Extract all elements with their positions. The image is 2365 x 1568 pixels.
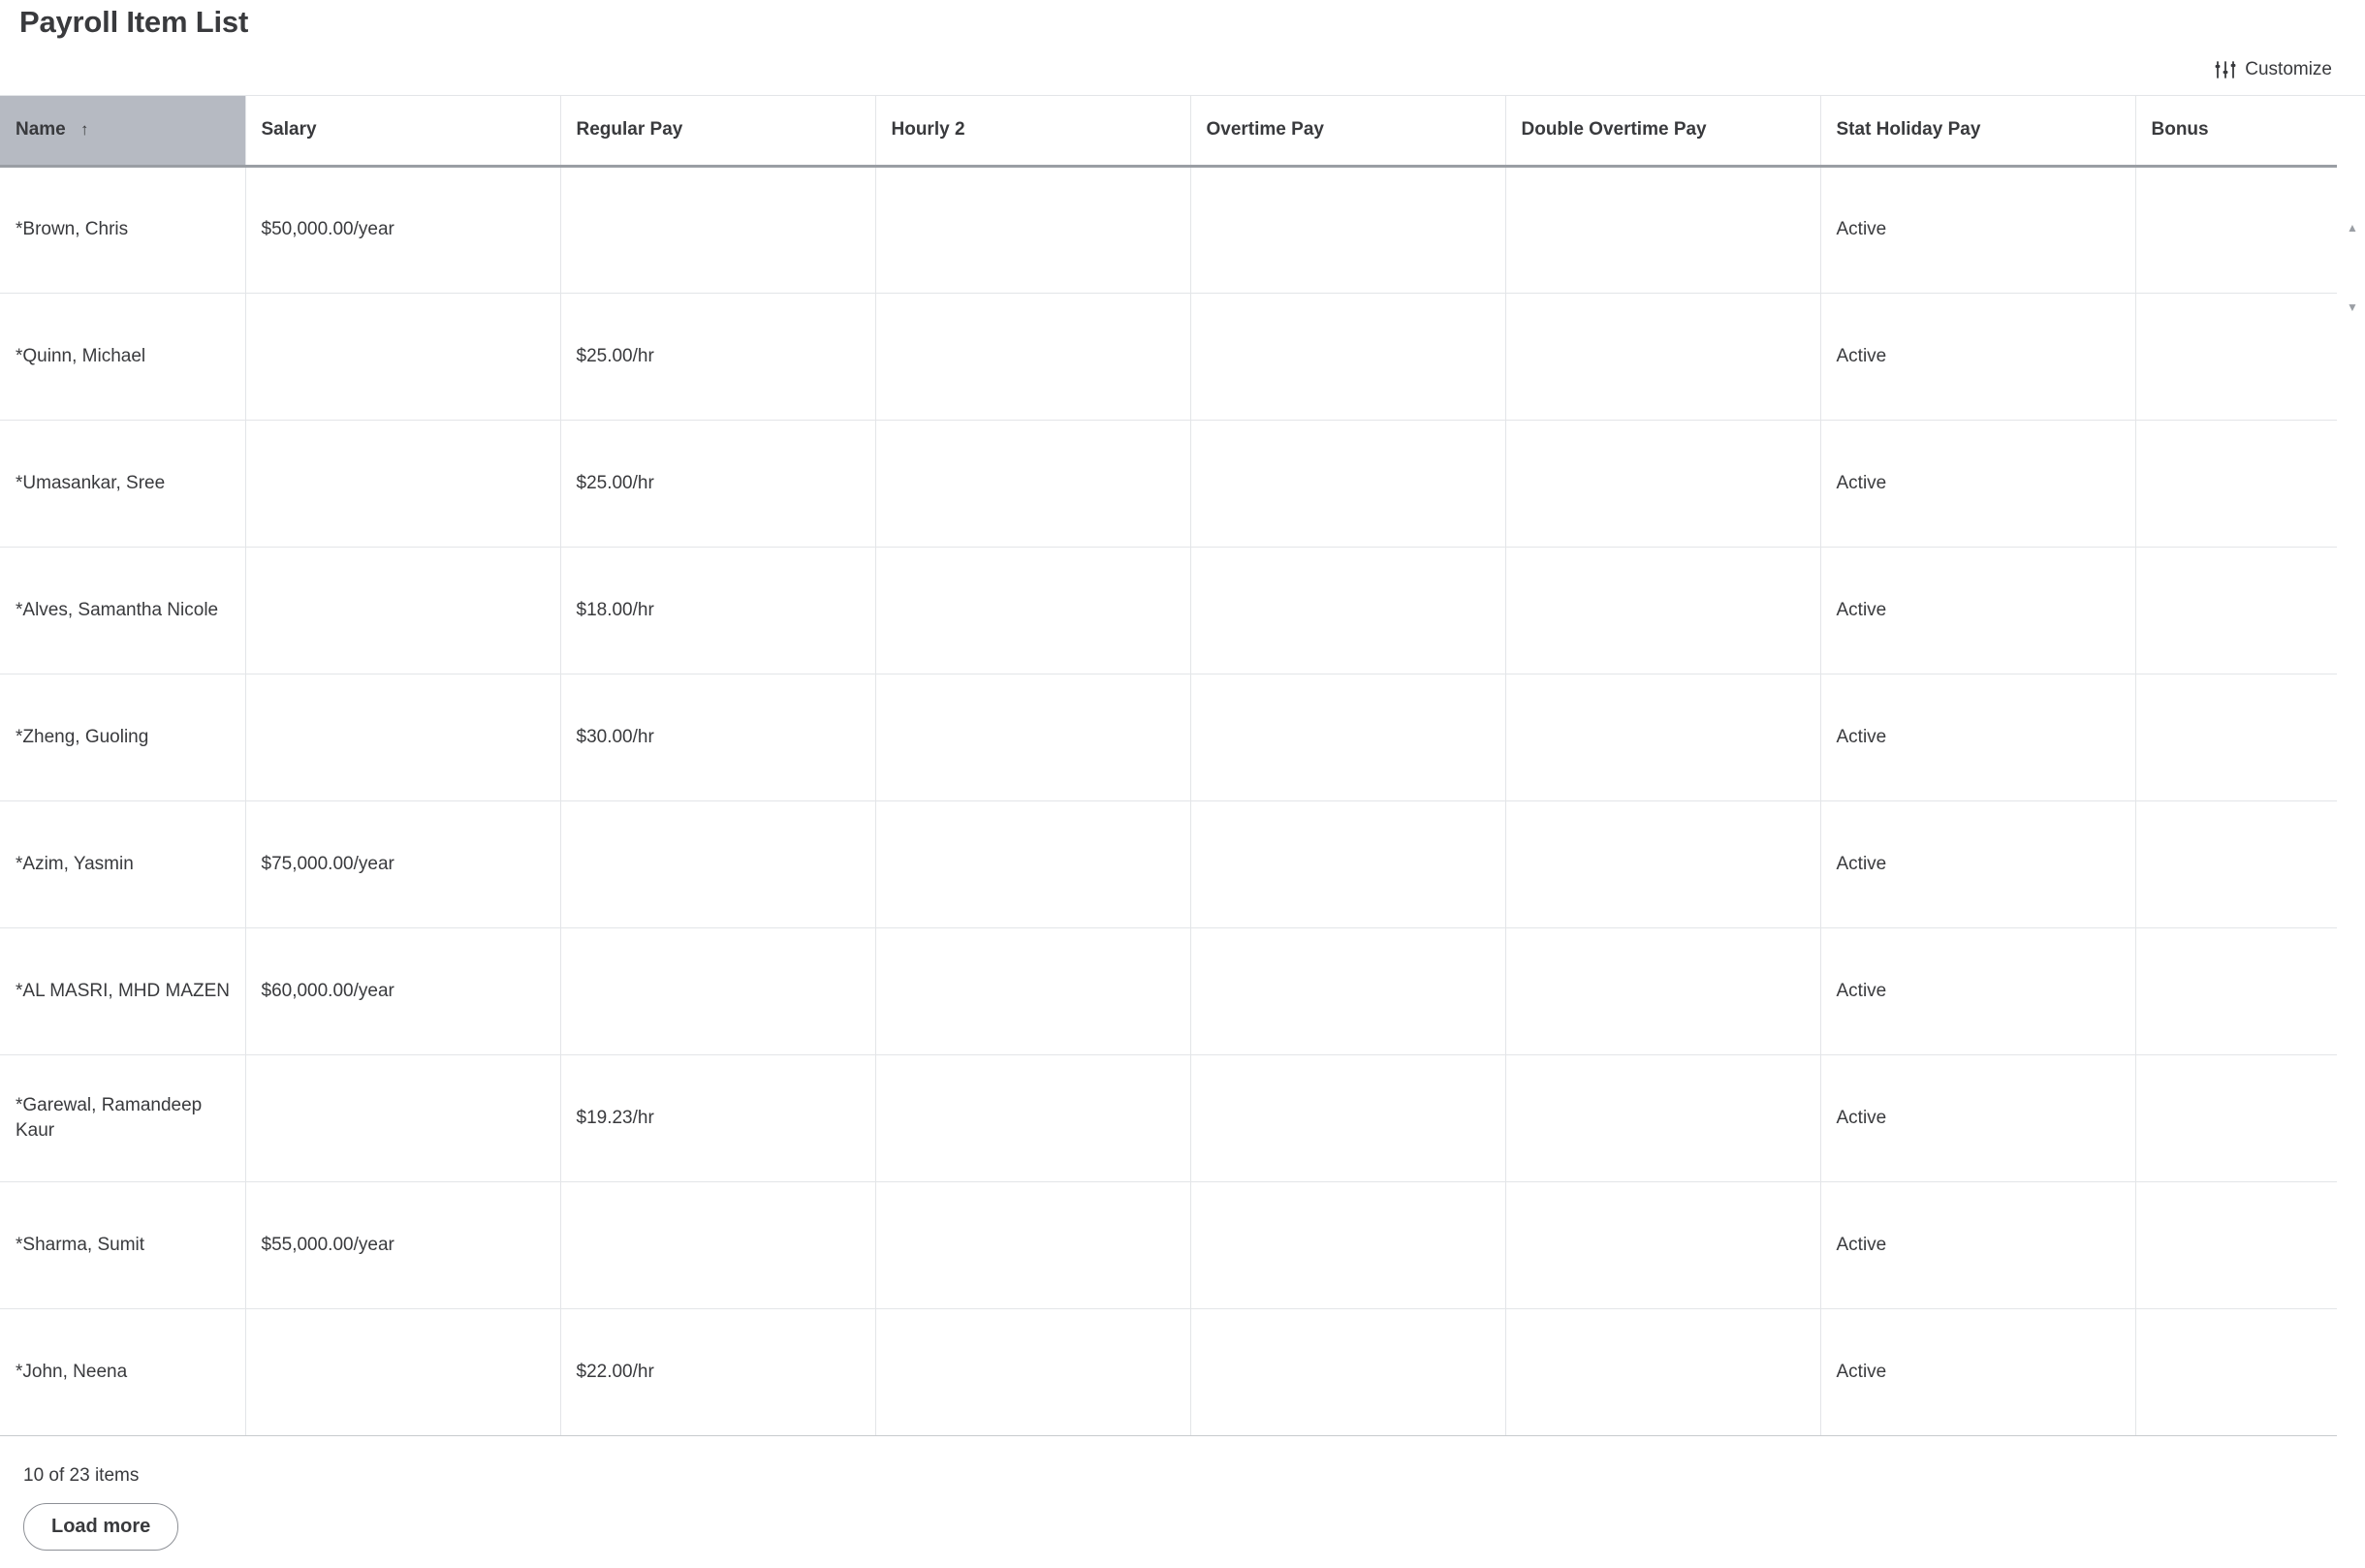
table-body [0, 166, 2337, 1435]
cell-name: *Alves, Samantha Nicole [0, 547, 245, 674]
cell-overtime-pay [1190, 674, 1505, 800]
cell-regular-pay: $25.00/hr [560, 293, 875, 420]
cell-double-overtime-pay [1505, 293, 1820, 420]
table-row[interactable] [0, 420, 2337, 547]
cell-double-overtime-pay [1505, 547, 1820, 674]
cell-overtime-pay [1190, 166, 1505, 293]
vertical-scrollbar[interactable] [2344, 222, 2361, 1278]
cell-overtime-pay [1190, 800, 1505, 927]
cell-double-overtime-pay [1505, 674, 1820, 800]
cell-double-overtime-pay [1505, 927, 1820, 1054]
item-count-text: 10 of 23 items [23, 1464, 140, 1486]
load-more-button[interactable]: Load more [23, 1503, 178, 1551]
cell-salary [245, 1308, 560, 1435]
cell-overtime-pay [1190, 293, 1505, 420]
cell-regular-pay: $18.00/hr [560, 547, 875, 674]
cell-stat-holiday-pay: Active [1820, 547, 2135, 674]
column-header-regular-pay[interactable] [560, 96, 875, 166]
cell-hourly-2 [875, 166, 1190, 293]
cell-overtime-pay [1190, 927, 1505, 1054]
cell-name: *Brown, Chris [0, 166, 245, 293]
cell-stat-holiday-pay: Active [1820, 166, 2135, 293]
cell-stat-holiday-pay: Active [1820, 1181, 2135, 1308]
cell-stat-holiday-pay: Active [1820, 293, 2135, 420]
table-header [0, 96, 2337, 166]
cell-hourly-2 [875, 420, 1190, 547]
cell-name: *Zheng, Guoling [0, 674, 245, 800]
column-header-stat-holiday-pay-label: Stat Holiday Pay [1836, 119, 1981, 141]
cell-hourly-2 [875, 800, 1190, 927]
cell-bonus [2135, 293, 2337, 420]
cell-regular-pay: $25.00/hr [560, 420, 875, 547]
column-header-salary[interactable] [245, 96, 560, 166]
payroll-table-container [0, 95, 2365, 1436]
cell-bonus [2135, 166, 2337, 293]
cell-stat-holiday-pay: Active [1820, 674, 2135, 800]
sort-ascending-icon: ↑ [80, 120, 89, 140]
cell-overtime-pay [1190, 547, 1505, 674]
cell-hourly-2 [875, 927, 1190, 1054]
cell-hourly-2 [875, 293, 1190, 420]
cell-stat-holiday-pay: Active [1820, 927, 2135, 1054]
cell-double-overtime-pay [1505, 1308, 1820, 1435]
cell-regular-pay [560, 1181, 875, 1308]
cell-bonus [2135, 800, 2337, 927]
cell-overtime-pay [1190, 1308, 1505, 1435]
cell-hourly-2 [875, 674, 1190, 800]
cell-salary: $75,000.00/year [245, 800, 560, 927]
cell-salary: $50,000.00/year [245, 166, 560, 293]
column-header-stat-holiday-pay[interactable] [1820, 96, 2135, 166]
cell-stat-holiday-pay: Active [1820, 1054, 2135, 1181]
column-header-double-overtime-pay[interactable] [1505, 96, 1820, 166]
column-header-double-overtime-pay-label: Double Overtime Pay [1521, 119, 1707, 141]
column-header-name-label: Name [16, 119, 66, 141]
column-header-regular-pay-label: Regular Pay [576, 119, 683, 141]
cell-salary [245, 674, 560, 800]
column-header-overtime-pay[interactable] [1190, 96, 1505, 166]
payroll-item-table [0, 96, 2337, 1436]
table-row[interactable] [0, 293, 2337, 420]
cell-name: *Quinn, Michael [0, 293, 245, 420]
cell-stat-holiday-pay: Active [1820, 1308, 2135, 1435]
cell-salary: $60,000.00/year [245, 927, 560, 1054]
table-row[interactable] [0, 1181, 2337, 1308]
table-row[interactable] [0, 547, 2337, 674]
cell-regular-pay [560, 166, 875, 293]
cell-bonus [2135, 927, 2337, 1054]
cell-stat-holiday-pay: Active [1820, 800, 2135, 927]
cell-regular-pay: $19.23/hr [560, 1054, 875, 1181]
table-row[interactable] [0, 166, 2337, 293]
cell-name: *Sharma, Sumit [0, 1181, 245, 1308]
cell-double-overtime-pay [1505, 166, 1820, 293]
cell-regular-pay [560, 800, 875, 927]
cell-double-overtime-pay [1505, 420, 1820, 547]
table-row[interactable] [0, 1308, 2337, 1435]
cell-salary [245, 547, 560, 674]
table-header-row [0, 96, 2337, 166]
cell-salary [245, 420, 560, 547]
cell-salary [245, 293, 560, 420]
cell-name: *Azim, Yasmin [0, 800, 245, 927]
column-header-hourly-2[interactable] [875, 96, 1190, 166]
column-header-bonus[interactable] [2135, 96, 2337, 166]
cell-name: *AL MASRI, MHD MAZEN [0, 927, 245, 1054]
cell-overtime-pay [1190, 420, 1505, 547]
cell-regular-pay [560, 927, 875, 1054]
column-header-bonus-label: Bonus [2151, 119, 2209, 141]
cell-regular-pay: $22.00/hr [560, 1308, 875, 1435]
table-toolbar [0, 45, 2365, 95]
cell-double-overtime-pay [1505, 800, 1820, 927]
page-title: Payroll Item List [19, 5, 249, 39]
cell-salary: $55,000.00/year [245, 1181, 560, 1308]
cell-hourly-2 [875, 1054, 1190, 1181]
cell-hourly-2 [875, 547, 1190, 674]
cell-salary [245, 1054, 560, 1181]
table-footer [0, 1436, 2365, 1551]
table-row[interactable] [0, 1054, 2337, 1181]
table-row[interactable] [0, 927, 2337, 1054]
cell-double-overtime-pay [1505, 1181, 1820, 1308]
column-header-overtime-pay-label: Overtime Pay [1206, 119, 1324, 141]
column-header-salary-label: Salary [261, 119, 317, 141]
cell-double-overtime-pay [1505, 1054, 1820, 1181]
cell-bonus [2135, 547, 2337, 674]
cell-name: *John, Neena [0, 1308, 245, 1435]
cell-bonus [2135, 674, 2337, 800]
scroll-down-icon[interactable]: ▼ [2347, 300, 2358, 314]
cell-overtime-pay [1190, 1181, 1505, 1308]
cell-bonus [2135, 420, 2337, 547]
cell-name: *Umasankar, Sree [0, 420, 245, 547]
customize-button[interactable] [2213, 55, 2334, 84]
cell-hourly-2 [875, 1308, 1190, 1435]
cell-name: *Garewal, Ramandeep Kaur [0, 1054, 245, 1181]
table-row[interactable] [0, 674, 2337, 800]
cell-bonus [2135, 1181, 2337, 1308]
cell-stat-holiday-pay: Active [1820, 420, 2135, 547]
customize-button-label: Customize [2245, 59, 2332, 79]
column-header-name[interactable] [0, 96, 245, 166]
scroll-up-icon[interactable]: ▲ [2347, 221, 2358, 235]
sliders-icon [2215, 60, 2236, 79]
cell-regular-pay: $30.00/hr [560, 674, 875, 800]
cell-bonus [2135, 1054, 2337, 1181]
column-header-hourly-2-label: Hourly 2 [891, 119, 965, 141]
cell-bonus [2135, 1308, 2337, 1435]
cell-hourly-2 [875, 1181, 1190, 1308]
table-row[interactable] [0, 800, 2337, 927]
cell-overtime-pay [1190, 1054, 1505, 1181]
